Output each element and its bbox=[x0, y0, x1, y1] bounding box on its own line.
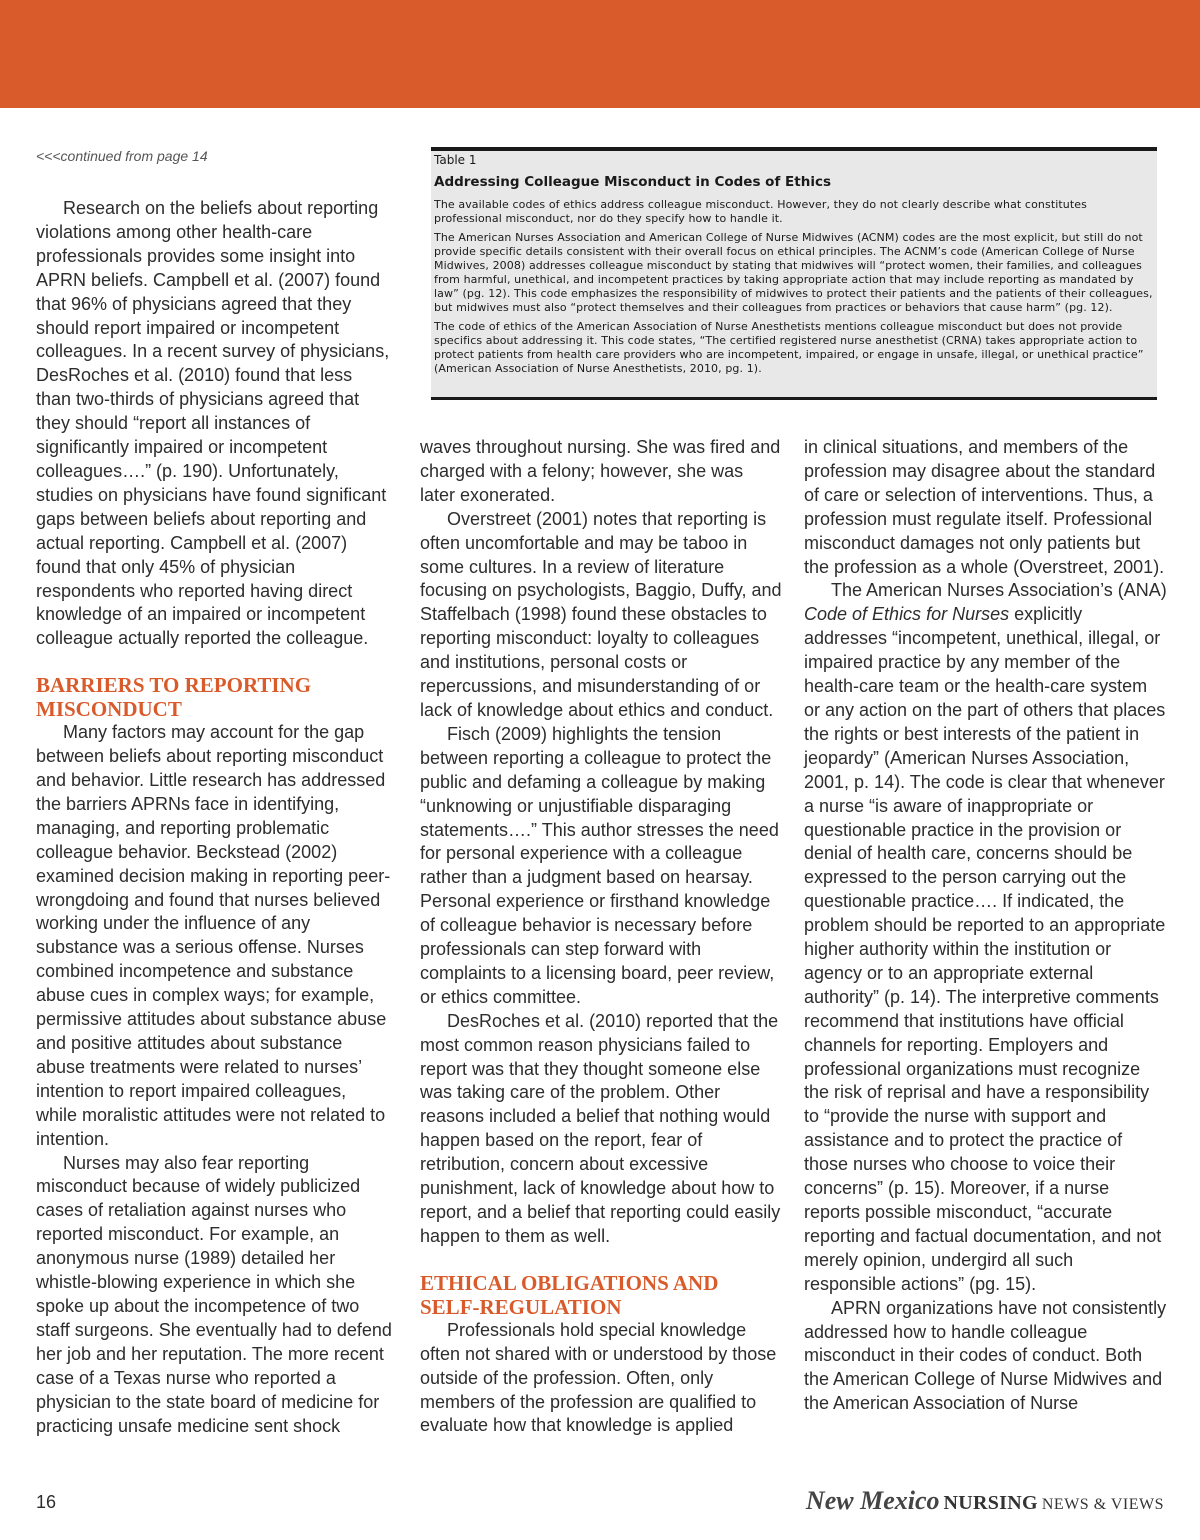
continued-note: <<<continued from page 14 bbox=[36, 148, 208, 164]
table-paragraph: The available codes of ethics address colleague misconduct. However, they do not clearly describe what constitutes professional misconduct, nor do they specify how to handle it. bbox=[434, 198, 1087, 225]
masthead-script: New Mexico bbox=[805, 1486, 940, 1515]
column-right bbox=[804, 436, 1168, 1416]
header-band bbox=[0, 0, 1200, 108]
masthead-tail: NEWS & VIEWS bbox=[1041, 1496, 1164, 1513]
masthead-brand: NURSING bbox=[943, 1492, 1038, 1514]
body-paragraph: in clinical situations, and members of the profession may disagree about the standard of care or selection of interventions. Thus, a profession must regulate itself. Professional misconduct damages not only patients but the profession as a whole (Overstreet, 2001). bbox=[804, 437, 1165, 577]
table-title: Addressing Colleague Misconduct in Codes of Ethics bbox=[434, 174, 831, 190]
code-title: Code of Ethics for Nurses bbox=[804, 604, 1010, 625]
table-paragraph: The American Nurses Association and American College of Nurse Midwives (ACNM) codes are the most explicit, but still do not provide specific details consistent with their overall focus on ethical principles. The ACNM’s code (American College of Nurse Midwives, 2008) addresses colleague misconduct by stating that midwives will “protect women, their families, and colleagues from harmful, unethical, and incompetent practices by taking appropriate action that may include reporting as mandated by law” (pg. 12). This code emphasizes the responsibility of midwives to protect their patients and the patients of their colleagues, but midwives must also “protect themselves and their colleagues from practices or behaviors that cause harm” (pg. 12). bbox=[434, 231, 1153, 314]
section-heading-ethical-obligations: ETHICAL OBLIGATIONS AND SELF-REGULATION bbox=[420, 1270, 719, 1319]
body-text: explicitly addresses “incompetent, unethical, illegal, or impaired practice by any member of the health-care team or the health-care system or any action on the part of others that places the rights or best interests of the patient in jeopardy” (American Nurses Association, 2001, p. 14). The code is clear that whenever a nurse “is aware of inappropriate or questionable practice in the provision or denial of health care, concerns should be expressed to the person carrying out the questionable practice…. If indicated, the problem should be reported to an appropriate higher authority within the institution or agency or to an appropriate external authority” (p. 14). The interpretive comments recommend that institutions have official channels for reporting. Employers and professional organizations must recognize the risk of reprisal and have a responsibility to “provide the nurse with support and assistance and to protect the practice of those nurses who choose to voice their concerns” (p. 15). Moreover, if a nurse reports possible misconduct, “accurate reporting and factual documentation, and not merely opinion, undergird all such responsible actions” (pg. 15). bbox=[804, 604, 1166, 1294]
column-middle bbox=[420, 436, 782, 1438]
ethics-table-box bbox=[431, 147, 1157, 400]
page-number: 16 bbox=[36, 1492, 57, 1512]
body-paragraph: Research on the beliefs about reporting violations among other health-care professionals provides some insight into APRN beliefs. Campbell et al. (2007) found that 96% of physicians agreed that they should report impaired or incompetent colleagues. In a recent survey of physicians, DesRoches et al. (2010) found that less than two-thirds of physicians agreed that they should “report all instances of significantly impaired or incompetent colleagues….” (p. 190). Unfortunately, studies on physicians have found significant gaps between beliefs about reporting and actual reporting. Campbell et al. (2007) found that only 45% of physician respondents who reported having direct knowledge of an impaired or incompetent colleague actually reported the colleague. bbox=[36, 198, 390, 649]
body-paragraph: Overstreet (2001) notes that reporting is often uncomfortable and may be taboo in some cultures. In a review of literature focusing on psychologists, Baggio, Duffy, and Staffelbach (1998) found these obstacles to reporting misconduct: loyalty to colleagues and institutions, personal costs or repercussions, and misunderstanding of or lack of knowledge about ethics and conduct. bbox=[420, 508, 782, 720]
body-text: The American Nurses Association’s (ANA) bbox=[831, 580, 1167, 601]
body-paragraph bbox=[804, 579, 1168, 1296]
body-paragraph: Nurses may also fear reporting misconduct because of widely publicized cases of retaliation against nurses who reported misconduct. For example, an anonymous nurse (1989) detailed her whistle-blowing experience in which she spoke up about the incompetence of two staff surgeons. She eventually had to defend her job and her reputation. The more recent case of a Texas nurse who reported a physician to the state board of medicine for practicing unsafe medicine sent shock bbox=[36, 1152, 392, 1436]
body-paragraph: Professionals hold special knowledge often not shared with or understood by those outside of the profession. Often, only members of the profession are qualified to evaluate how that knowledge is applied bbox=[420, 1319, 777, 1436]
masthead-logo bbox=[806, 1486, 1164, 1516]
body-paragraph: Many factors may account for the gap between beliefs about reporting misconduct and behavior. Little research has addressed the barriers APRNs face in identifying, managing, and reporting problematic colleague behavior. Beckstead (2002) examined decision making in reporting peer-wrongdoing and found that nurses believed working under the influence of any substance was a serious offense. Nurses combined incompetence and substance abuse cues in complex ways; for example, permissive attitudes about substance abuse and positive attitudes about substance abuse treatments were related to nurses’ intention to report impaired colleagues, while moralistic attitudes were not related to intention. bbox=[36, 722, 391, 1149]
body-paragraph: APRN organizations have not consistently addressed how to handle colleague misconduct in their codes of conduct. Both the American College of Nurse Midwives and the American Association of Nurse bbox=[804, 1297, 1167, 1414]
table-paragraph: The code of ethics of the American Association of Nurse Anesthetists mentions colleague misconduct but does not provide specifics about addressing it. This code states, “The certified registered nurse anesthetist (CRNA) takes appropriate action to protect patients from health care providers who are incompetent, impaired, or engage in unsafe, illegal, or unethical practice” (American Association of Nurse Anesthetists, 2010, pg. 1). bbox=[434, 320, 1144, 375]
section-heading-barriers: BARRIERS TO REPORTING MISCONDUCT bbox=[36, 673, 312, 722]
body-paragraph: waves throughout nursing. She was fired and charged with a felony; however, she was later exonerated. bbox=[420, 437, 781, 505]
body-paragraph: DesRoches et al. (2010) reported that the most common reason physicians failed to report was that they thought someone else was taking care of the problem. Other reasons included a belief that nothing would happen based on the report, fear of retribution, concern about excessive punishment, lack of knowledge about how to report, and a belief that reporting could easily happen to them as well. bbox=[420, 1010, 781, 1246]
body-paragraph: Fisch (2009) highlights the tension between reporting a colleague to protect the public and defaming a colleague by making “unknowing or unjustifiable disparaging statements….” This author stresses the need for personal experience with a colleague rather than a judgment based on hearsay. Personal experience or firsthand knowledge of colleague behavior is necessary before professionals can step forward with complaints to a licensing board, peer review, or ethics committee. bbox=[420, 723, 779, 1007]
column-left bbox=[36, 197, 392, 1438]
table-number: Table 1 bbox=[434, 153, 477, 167]
